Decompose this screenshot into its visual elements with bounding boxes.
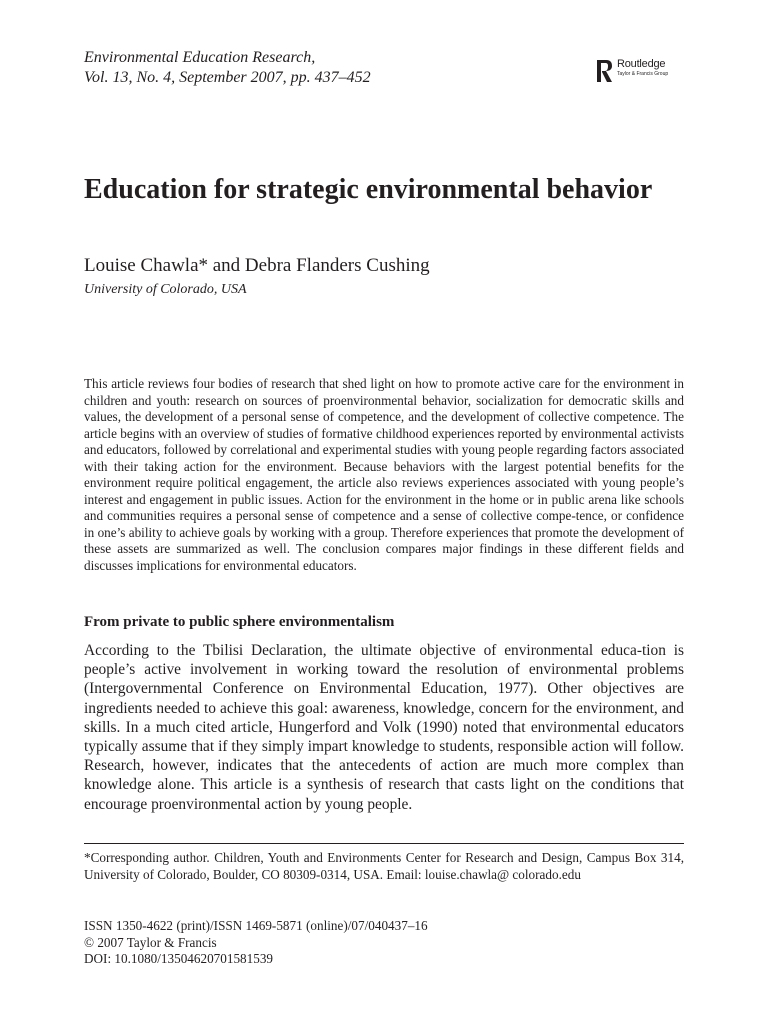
journal-name: Environmental Education Research, <box>84 49 316 66</box>
publication-info <box>84 918 428 968</box>
journal-citation <box>84 48 371 88</box>
article-authors: Louise Chawla* and Debra Flanders Cushing <box>84 255 430 276</box>
copyright-line: © 2007 Taylor & Francis <box>84 934 217 950</box>
abstract: This article reviews four bodies of research that shed light on how to promote active care for the environment in children and youth: research on sources of proenvironmental behavior, socialization for democratic skills and values, the development of a personal sense of competence, and the development of collective competence. The article begins with an overview of studies of formative childhood experiences reported by environmental activists and educators, followed by correlational and experimental studies with young people regarding factors associated with their taking action for the environment. Because behaviors with the largest potential benefits for the environment require political engagement, the article also reviews experiences associated with young people’s interest and engagement in public issues. Action for the environment in the home or in public arena like schools and communities requires a personal sense of competence and a sense of collective compe-tence, or confidence in one’s ability to achieve goals by working with a group. Therefore experiences that promote the development of these assets are summarized as well. The conclusion compares major findings in these different fields and discusses implications for environmental educators. <box>84 376 684 573</box>
article-title: Education for strategic environmental behavior <box>84 174 653 205</box>
issn-line: ISSN 1350-4622 (print)/ISSN 1469-5871 (online)/07/040437–16 <box>84 918 428 933</box>
doi-line: DOI: 10.1080/13504620701581539 <box>84 951 274 966</box>
publisher-logo <box>596 59 696 85</box>
publisher-group: Taylor & Francis Group <box>617 71 669 77</box>
journal-volume: Vol. 13, No. 4, September 2007, pp. 437–452 <box>84 69 371 86</box>
footnote-divider <box>84 843 684 844</box>
publisher-name: Routledge <box>617 58 666 70</box>
author-affiliation: University of Colorado, USA <box>84 282 247 297</box>
section-heading: From private to public sphere environmentalism <box>84 614 395 630</box>
corresponding-author-footnote: *Corresponding author. Children, Youth and Environments Center for Research and Design, Campus Box 314, University of Colorado, Boulder, CO 80309-0314, USA. Email: louise.chawla@ colorado.edu <box>84 850 684 882</box>
routledge-r-logo-icon <box>596 59 614 83</box>
body-paragraph: According to the Tbilisi Declaration, the ultimate objective of environmental educa-tion is people’s active involvement in working toward the resolution of environmental problems (Intergovernmental Conference on Environmental Education, 1977). Other objectives are ingredients needed to achieve this goal: awareness, knowledge, concern for the environment, and skills. In a much cited article, Hungerford and Volk (1990) noted that environmental educators typically assume that if they simply impart knowledge to students, responsible action will follow. Research, however, indicates that the antecedents of action are much more complex than knowledge alone. This article is a synthesis of research that casts light on the conditions that encourage proenvironmental action by young people. <box>84 642 684 813</box>
